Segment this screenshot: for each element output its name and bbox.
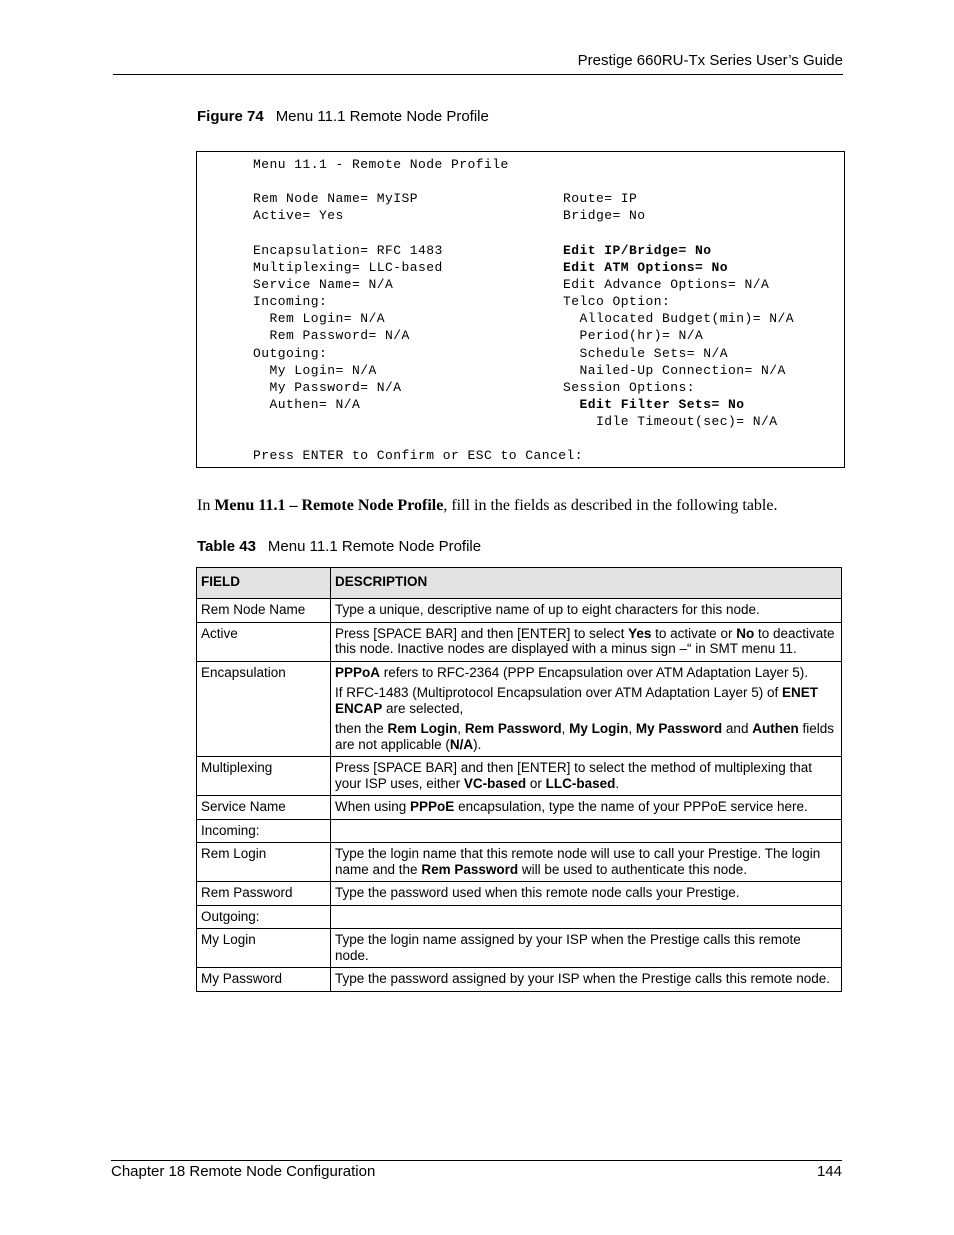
page-number: 144 [816, 1163, 842, 1180]
guide-title: Prestige 660RU-Tx Series User’s Guide [577, 52, 843, 69]
screen-line: Authen= N/A [253, 397, 361, 412]
table-caption [197, 538, 481, 555]
screen-line: Session Options: [563, 380, 696, 395]
chapter-title: Chapter 18 Remote Node Configuration [111, 1163, 376, 1180]
screen-line: Edit ATM Options= No [563, 260, 729, 275]
screen-line: Bridge= No [563, 208, 646, 223]
table-row: Rem Password Type the password used when this remote node calls your Prestige. [197, 882, 842, 906]
table-row: Multiplexing Press [SPACE BAR] and then [ENTER] to select the method of multiplexing that your ISP uses, either VC-based or LLC-based. [197, 757, 842, 796]
screen-line: Menu 11.1 - Remote Node Profile [253, 157, 509, 172]
screen-line: Schedule Sets= N/A [563, 346, 729, 361]
table-row: My Login Type the login name assigned by your ISP when the Prestige calls this remote node. [197, 929, 842, 968]
table-row: Service Name When using PPPoE encapsulation, type the name of your PPPoE service here. [197, 796, 842, 820]
page-header [113, 50, 843, 75]
screen-line: Edit IP/Bridge= No [563, 243, 712, 258]
smt-menu-screen [196, 151, 845, 468]
table-row: Active Press [SPACE BAR] and then [ENTER] to select Yes to activate or No to deactivate this node. Inactive nodes are displayed with a minus sign –“ in SMT menu 11. [197, 622, 842, 661]
screen-line: Service Name= N/A [253, 277, 394, 292]
table-header-row [197, 568, 842, 599]
table-row: Encapsulation PPPoA refers to RFC-2364 (PPP Encapsulation over ATM Adaptation Layer 5). If RFC-1483 (Multiprotocol Encapsulation over ATM Adaptation Layer 5) of ENET ENCAP are selected, then the Rem Login, Rem Password, My Login, My Password and Authen fields are not applicable (N/A). [197, 661, 842, 757]
screen-line: Incoming: [253, 294, 328, 309]
table-row: My Password Type the password assigned by your ISP when the Prestige calls this remote node. [197, 968, 842, 992]
screen-line: Rem Password= N/A [253, 328, 410, 343]
screen-line: Telco Option: [563, 294, 671, 309]
screen-line: My Password= N/A [253, 380, 402, 395]
screen-line: Encapsulation= RFC 1483 [253, 243, 443, 258]
screen-line: Idle Timeout(sec)= N/A [563, 414, 778, 429]
table-row: Rem Login Type the login name that this remote node will use to call your Prestige. The login name and the Rem Password will be used to authenticate this node. [197, 843, 842, 882]
header-description: DESCRIPTION [331, 568, 842, 599]
screen-line: Active= Yes [253, 208, 344, 223]
table-row: Rem Node Name Type a unique, descriptive name of up to eight characters for this node. [197, 599, 842, 623]
screen-line: Edit Filter Sets= No [563, 397, 745, 412]
screen-line: Edit Advance Options= N/A [563, 277, 770, 292]
screen-line: Multiplexing= LLC-based [253, 260, 443, 275]
page-footer [111, 1160, 842, 1182]
field-description-table [196, 567, 842, 992]
screen-line: Nailed-Up Connection= N/A [563, 363, 786, 378]
menu-name: Menu 11.1 – Remote Node Profile [214, 497, 444, 514]
table-title: Menu 11.1 Remote Node Profile [267, 538, 482, 555]
figure-label: Figure 74 [197, 108, 264, 125]
screen-line: Rem Login= N/A [253, 311, 386, 326]
screen-line: Outgoing: [253, 346, 328, 361]
intro-paragraph: In Menu 11.1 – Remote Node Profile, fill in the fields as described in the following table. [197, 497, 778, 514]
figure-caption [197, 108, 489, 125]
table-label: Table 43 [197, 538, 256, 555]
figure-title: Menu 11.1 Remote Node Profile [275, 108, 489, 125]
screen-line: Route= IP [563, 191, 638, 206]
screen-line: Period(hr)= N/A [563, 328, 704, 343]
screen-line: Allocated Budget(min)= N/A [563, 311, 795, 326]
table-row: Outgoing: [197, 905, 842, 929]
screen-line: Rem Node Name= MyISP [253, 191, 419, 206]
table-row: Incoming: [197, 819, 842, 843]
header-field: FIELD [197, 568, 331, 599]
screen-line: Press ENTER to Confirm or ESC to Cancel: [253, 448, 584, 463]
screen-line: My Login= N/A [253, 363, 377, 378]
